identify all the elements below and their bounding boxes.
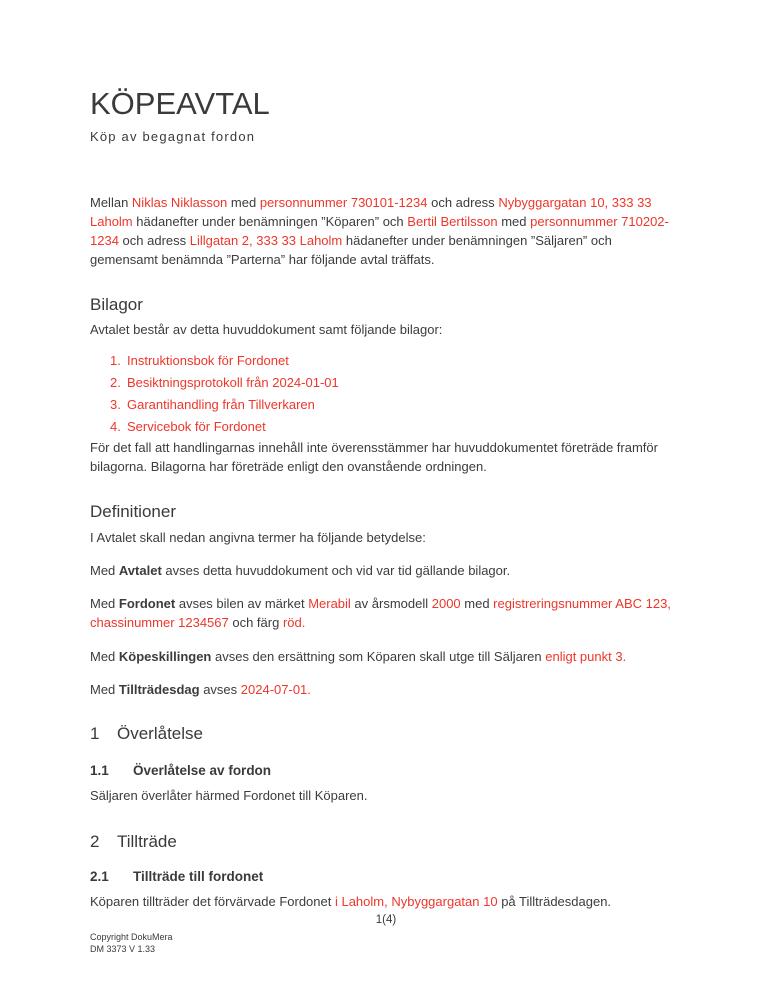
static-text: Köparen tillträder det förvärvade Fordonet	[90, 894, 335, 909]
page-number: 1(4)	[375, 914, 397, 926]
subsection-title: Överlåtelse av fordon	[133, 763, 272, 778]
attachment-item	[110, 350, 670, 372]
filled-field-text: personnummer 730101-1234	[259, 195, 428, 210]
footer-copyright: Copyright DokuMera	[90, 932, 173, 942]
subsection-number: 1.1	[90, 763, 109, 778]
static-text: och adress	[118, 233, 190, 248]
attachment-number: 1.	[110, 353, 121, 368]
section-number: 1	[90, 724, 100, 743]
filled-field-text: personnummer 710202-1234	[90, 214, 669, 248]
static-text: Med	[90, 649, 119, 664]
filled-field-text: i Laholm, Nybyggargatan 10	[334, 894, 498, 909]
attachment-list	[110, 350, 670, 438]
attachment-number: 3.	[110, 397, 121, 412]
bilagor-intro: Avtalet består av detta huvuddokument samt följande bilagor:	[90, 322, 443, 337]
static-text: med	[497, 214, 531, 229]
section-1-1-heading	[90, 762, 682, 779]
static-text: avses detta huvuddokument och vid var tid gällande bilagor.	[161, 563, 511, 578]
definitioner-intro: I Avtalet skall nedan angivna termer ha följande betydelse:	[90, 530, 426, 545]
static-text: Avtalet	[118, 563, 162, 578]
static-text: och färg	[228, 615, 283, 630]
static-text: Köpeskillingen	[118, 649, 212, 664]
definitioner-heading: Definitioner	[90, 502, 176, 521]
document-footer	[90, 932, 682, 955]
attachment-item	[110, 372, 670, 394]
attachment-label: Servicebok för Fordonet	[127, 419, 266, 434]
static-text: Med	[90, 596, 119, 611]
attachment-item	[110, 416, 670, 438]
attachment-number: 2.	[110, 375, 121, 390]
static-text: hädanefter under benämningen ”Köparen” och	[132, 214, 408, 229]
filled-field-text: Nybyggargatan 10, 333 33 Laholm	[90, 195, 652, 229]
static-text: Med	[90, 682, 119, 697]
filled-field-text: 2024-07-01.	[240, 682, 311, 697]
static-text: avses den ersättning som Köparen skall utge till Säljaren	[211, 649, 546, 664]
static-text: Fordonet	[118, 596, 176, 611]
intro-paragraph	[90, 193, 682, 269]
definition-kopeskillingen	[90, 647, 682, 666]
precedence-paragraph: För det fall att handlingarnas innehåll inte överensstämmer har huvuddokumentet företräde framför bilagorna. Bilagorna har företräde enligt den ovanstående ordningen.	[90, 440, 658, 474]
filled-field-text: Bertil Bertilsson	[407, 214, 498, 229]
static-text: och adress	[427, 195, 499, 210]
static-text: Med	[90, 563, 119, 578]
static-text: Säljaren överlåter härmed Fordonet till Köparen.	[90, 788, 368, 803]
bilagor-heading: Bilagor	[90, 295, 143, 314]
section-title: Tillträde	[117, 832, 177, 851]
filled-field-text: 2000	[431, 596, 461, 611]
filled-field-text: Lillgatan 2, 333 33 Laholm	[189, 233, 343, 248]
attachment-label: Instruktionsbok för Fordonet	[127, 353, 289, 368]
section-1-heading	[90, 724, 682, 744]
section-1-1-body	[90, 786, 682, 805]
page-subtitle: Köp av begagnat fordon	[90, 129, 256, 144]
filled-field-text: röd.	[282, 615, 306, 630]
static-text: Mellan	[90, 195, 132, 210]
filled-field-text: enligt punkt 3.	[545, 649, 627, 664]
section-2-1-body	[90, 892, 682, 911]
attachment-label: Garantihandling från Tillverkaren	[127, 397, 315, 412]
static-text: med	[460, 596, 494, 611]
static-text: på Tillträdesdagen.	[497, 894, 612, 909]
static-text: av årsmodell	[350, 596, 432, 611]
static-text: hädanefter under benämningen ”Säljaren” och gemensamt benämnda ”Parterna” har följande avtal träffats.	[90, 233, 612, 267]
attachment-label: Besiktningsprotokoll från 2024-01-01	[127, 375, 339, 390]
static-text: med	[227, 195, 260, 210]
section-2-heading	[90, 832, 682, 852]
definition-tilltradesdag	[90, 680, 682, 699]
section-2-1-heading	[90, 868, 682, 885]
section-number: 2	[90, 832, 100, 851]
page-title: KÖPEAVTAL	[90, 86, 270, 121]
definition-avtalet	[90, 561, 682, 580]
attachment-number: 4.	[110, 419, 121, 434]
static-text: avses	[199, 682, 241, 697]
definition-fordonet	[90, 594, 682, 632]
subsection-title: Tillträde till fordonet	[133, 869, 264, 884]
filled-field-text: registreringsnummer ABC 123, chassinummer 1234567	[90, 596, 671, 630]
section-title: Överlåtelse	[117, 724, 203, 743]
filled-field-text: Niklas Niklasson	[131, 195, 228, 210]
subsection-number: 2.1	[90, 869, 109, 884]
static-text: avses bilen av märket	[175, 596, 309, 611]
attachment-item	[110, 394, 670, 416]
filled-field-text: Merabil	[308, 596, 351, 611]
static-text: Tillträdesdag	[118, 682, 200, 697]
footer-doc-id: DM 3373 V 1.33	[90, 943, 156, 954]
